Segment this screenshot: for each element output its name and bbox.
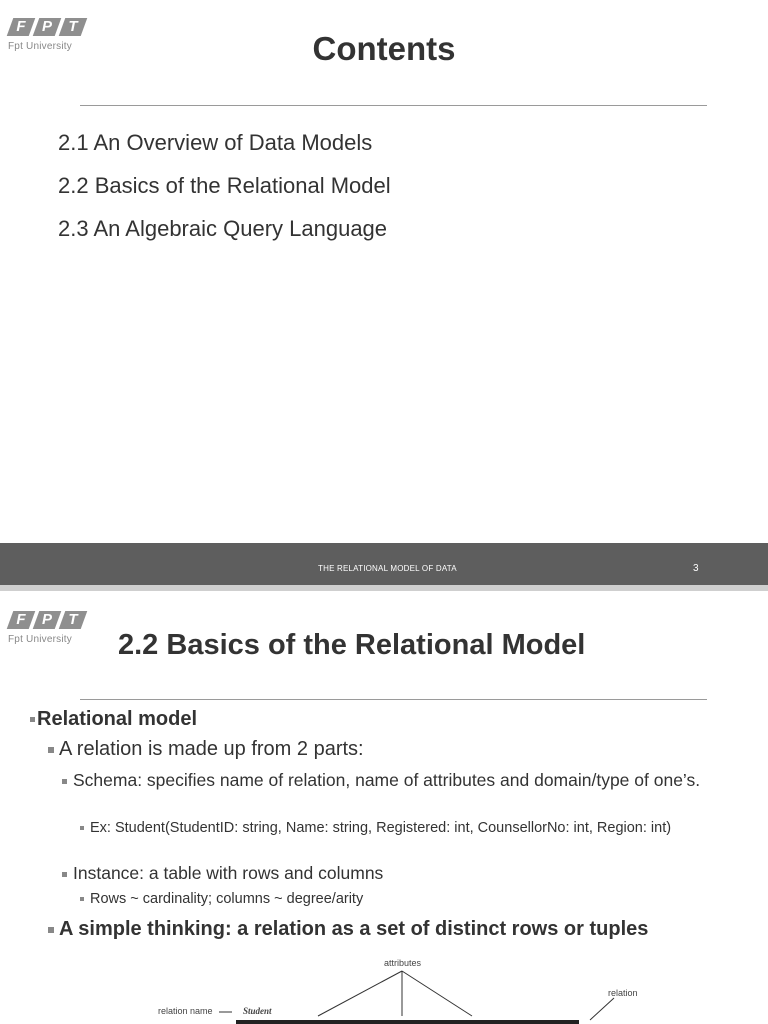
- bullet-level2: A relation is made up from 2 parts:: [48, 738, 364, 761]
- relation-name-label: relation name: [158, 1006, 213, 1016]
- attribute-arrow: [402, 971, 472, 1016]
- bullet-level4: Rows ~ cardinality; columns ~ degree/arity: [80, 891, 363, 907]
- slide-relational-model: [0, 591, 768, 1024]
- page-number: 3: [693, 563, 699, 574]
- footer-title: THE RELATIONAL MODEL OF DATA: [318, 564, 457, 573]
- relation-arrow: [590, 998, 614, 1020]
- attributes-label: attributes: [384, 958, 422, 968]
- bullet-level4: Ex: Student(StudentID: string, Name: string, Registered: int, CounsellorNo: int, Region: int): [80, 819, 710, 837]
- bullet-level2: A simple thinking: a relation as a set of distinct rows or tuples: [48, 917, 708, 942]
- logo-caption: Fpt University: [8, 41, 72, 52]
- attribute-arrow: [318, 971, 402, 1016]
- bullet-level1: Relational model: [30, 708, 197, 731]
- slide-title: 2.2 Basics of the Relational Model: [118, 629, 586, 661]
- table-name: Student: [243, 1006, 272, 1016]
- bullet-level3: Schema: specifies name of relation, name of attributes and domain/type of one’s.: [62, 769, 732, 791]
- toc-item: 2.3 An Algebraic Query Language: [58, 216, 388, 241]
- relation-table-header: [236, 1020, 579, 1024]
- fpt-logo: F P T Fpt University: [8, 18, 86, 52]
- title-divider: [80, 105, 707, 106]
- fpt-logo: F P T Fpt University: [8, 611, 86, 645]
- toc-item: 2.2 Basics of the Relational Model: [58, 173, 391, 198]
- slide-footer: [0, 543, 768, 585]
- slide-title: Contents: [312, 30, 456, 67]
- bullet-level3: Instance: a table with rows and columns: [62, 863, 383, 884]
- logo-caption: Fpt University: [8, 634, 72, 645]
- relation-label: relation: [608, 988, 638, 998]
- toc-item: 2.1 An Overview of Data Models: [58, 130, 373, 155]
